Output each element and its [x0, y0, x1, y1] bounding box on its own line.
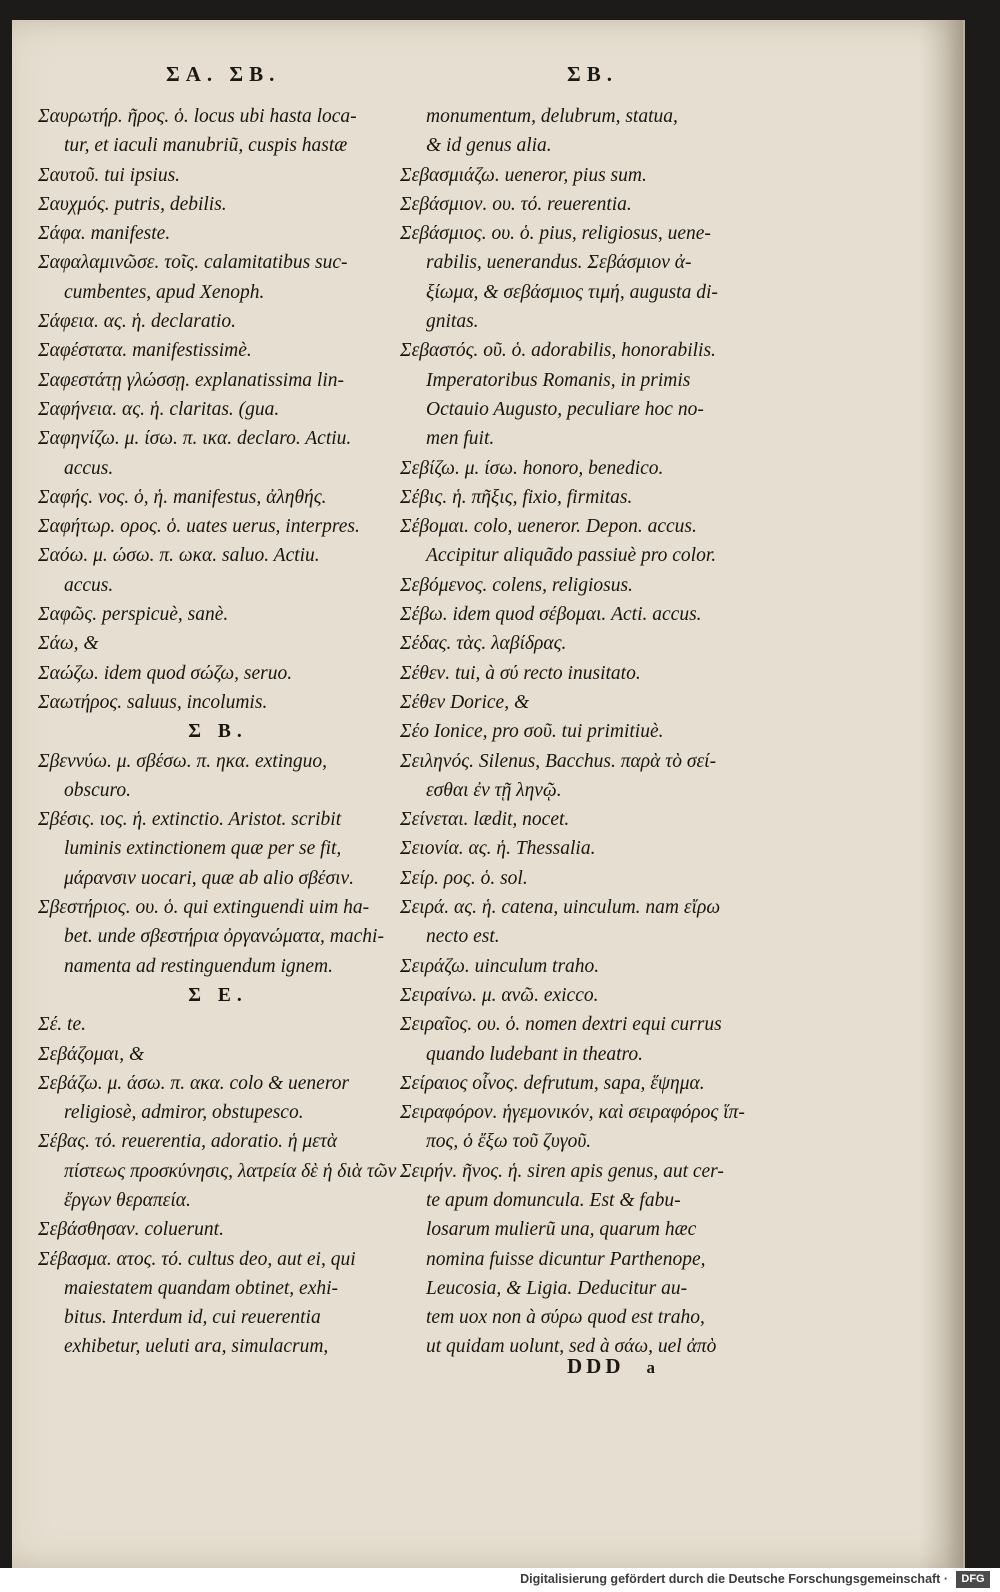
- dictionary-line: exhibetur, ueluti ara, simulacrum,: [64, 1336, 329, 1358]
- dictionary-line: & id genus alia.: [426, 135, 552, 157]
- dictionary-line: ἔργων θεραπεία.: [64, 1189, 191, 1211]
- section-heading: Σ E.: [188, 984, 248, 1006]
- dictionary-line: Σεβάσθησαν. coluerunt.: [38, 1219, 224, 1241]
- dictionary-line: Σαώζω. idem quod σώζω, seruo.: [38, 662, 293, 684]
- dictionary-line: Accipitur aliquãdo passiuè pro color.: [426, 545, 717, 567]
- dictionary-line: Σεβάζομαι, &: [38, 1043, 145, 1065]
- dictionary-line: Σαφαλαμινῶσε. τοῖς. calamitatibus suc-: [38, 252, 348, 274]
- footer-bar: [0, 1568, 1000, 1592]
- dictionary-line: Σαφεστάτῃ γλώσσῃ. explanatissima lin-: [38, 369, 344, 391]
- dictionary-line: accus.: [64, 457, 114, 479]
- dictionary-line: ξίωμα, & σεβάσμιος τιμή, augusta di-: [426, 281, 718, 303]
- dictionary-line: Σέβω. idem quod σέβομαι. Acti. accus.: [400, 604, 702, 626]
- dictionary-line: Σείνεται. lædit, nocet.: [400, 809, 570, 831]
- dictionary-line: rabilis, uenerandus. Σεβάσμιον ἀ-: [426, 252, 692, 274]
- signature-text: DDD: [567, 1354, 625, 1378]
- section-heading: Σ B.: [188, 721, 248, 743]
- dictionary-line: Σεβόμενος. colens, religiosus.: [400, 574, 633, 596]
- dictionary-line: Σαφήνεια. ας. ἡ. claritas. (gua.: [38, 398, 280, 420]
- dictionary-line: Σείραιος οἶνος. defrutum, sapa, ἕψημα.: [400, 1072, 705, 1094]
- dictionary-line: luminis extinctionem quæ per se fit,: [64, 838, 342, 860]
- dictionary-line: maiestatem quandam obtinet, exhi-: [64, 1277, 339, 1299]
- dictionary-line: Σεβασμιάζω. ueneror, pius sum.: [400, 164, 647, 186]
- dictionary-line: Σαφῶς. perspicuè, sanè.: [38, 604, 229, 626]
- dictionary-line: cumbentes, apud Xenoph.: [64, 281, 265, 303]
- dictionary-line: Σάω, &: [38, 633, 99, 655]
- dictionary-line: Σειραφόρον. ἡγεμονικόν, καὶ σειραφόρος ἵπ-: [400, 1102, 745, 1124]
- dictionary-line: Σαωτήρος. saluus, incolumis.: [38, 691, 268, 713]
- dictionary-line: Σειληνός. Silenus, Bacchus. παρὰ τὸ σεί-: [400, 750, 717, 772]
- dictionary-line: tem uox non à σύρω quod est traho,: [426, 1307, 705, 1329]
- dictionary-line: Σέο Ionice, pro σοῦ. tui primitiuè.: [400, 721, 664, 743]
- dictionary-line: Σβέσις. ιος. ἡ. extinctio. Aristot. scribit: [38, 809, 342, 831]
- dictionary-line: εσθαι ἐν τῇ ληνῷ.: [426, 779, 562, 801]
- dictionary-line: Σειρήν. ῆνος. ἡ. siren apis genus, aut cer-: [400, 1160, 724, 1182]
- running-header-left: ΣA. ΣB.: [166, 62, 281, 86]
- dictionary-line: Σέθεν Dorice, &: [400, 691, 530, 713]
- dictionary-line: Σειράζω. uinculum traho.: [400, 955, 600, 977]
- dictionary-line: Σέ. te.: [38, 1014, 86, 1036]
- dictionary-line: Σέβις. ἡ. πῆξις, fixio, firmitas.: [400, 486, 633, 508]
- dfg-logo: DFG: [956, 1571, 990, 1588]
- dictionary-line: Σαφέστατα. manifestissimè.: [38, 340, 252, 362]
- dictionary-line: Octauio Augusto, peculiare hoc no-: [426, 398, 704, 420]
- dictionary-line: Σάφα. manifeste.: [38, 223, 171, 245]
- dictionary-line: quando ludebant in theatro.: [426, 1043, 644, 1065]
- book-page: [12, 20, 965, 1568]
- dictionary-line: Σεβάσμιον. ου. τό. reuerentia.: [400, 193, 632, 215]
- dictionary-line: Leucosia, & Ligia. Deducitur au-: [426, 1277, 688, 1299]
- dictionary-line: religiosè, admiror, obstupesco.: [64, 1102, 304, 1124]
- dictionary-line: Σέδας. τὰς. λαβίδρας.: [400, 633, 567, 655]
- dictionary-line: Σβεννύω. μ. σβέσω. π. ηκα. extinguo,: [38, 750, 328, 772]
- dictionary-line: Σειρά. ας. ἡ. catena, uinculum. nam εἴρω: [400, 897, 721, 919]
- dictionary-line: Σαυτοῦ. tui ipsius.: [38, 164, 181, 186]
- dictionary-line: Σέβασμα. ατος. τό. cultus deo, aut ei, qui: [38, 1248, 356, 1270]
- dictionary-line: bet. unde σβεστήρια ὀργανώματα, machi-: [64, 926, 384, 948]
- dictionary-line: accus.: [64, 574, 114, 596]
- dictionary-line: Σειραῖος. ου. ὁ. nomen dextri equi currus: [400, 1014, 722, 1036]
- dictionary-line: Σβεστήριος. ου. ὁ. qui extinguendi uim ha-: [38, 897, 370, 919]
- signature-mark: [567, 1354, 655, 1379]
- dictionary-line: Σειραίνω. μ. ανῶ. exicco.: [400, 984, 599, 1006]
- dictionary-line: necto est.: [426, 926, 500, 948]
- dictionary-line: obscuro.: [64, 779, 131, 801]
- dictionary-line: πος, ὁ ἔξω τοῦ ζυγοῦ.: [426, 1131, 592, 1153]
- dictionary-line: Σέβομαι. colo, ueneror. Depon. accus.: [400, 516, 697, 538]
- dictionary-line: Σαυχμός. putris, debilis.: [38, 193, 227, 215]
- dictionary-line: ut quidam uolunt, sed à σάω, uel ἀπὸ: [426, 1336, 717, 1358]
- dictionary-line: monumentum, delubrum, statua,: [426, 106, 678, 127]
- dictionary-line: bitus. Interdum id, cui reuerentia: [64, 1307, 321, 1329]
- dictionary-line: πίστεως προσκύνησις, λατρεία δὲ ἡ διὰ τῶν: [64, 1160, 397, 1182]
- dictionary-line: Σέβας. τό. reuerentia, adoratio. ἡ μετὰ: [38, 1131, 338, 1153]
- dictionary-line: losarum mulierũ una, quarum hæc: [426, 1219, 697, 1241]
- dictionary-line: Σείρ. ρος. ὁ. sol.: [400, 867, 528, 889]
- dictionary-line: Σεβάζω. μ. άσω. π. ακα. colo & ueneror: [38, 1072, 350, 1094]
- dictionary-line: men fuit.: [426, 428, 495, 450]
- dictionary-line: Imperatoribus Romanis, in primis: [426, 369, 691, 391]
- funding-credit: Digitalisierung gefördert durch die Deutsche Forschungsgemeinschaft ·: [520, 1572, 948, 1586]
- dictionary-line: Σεβαστός. οῦ. ὁ. adorabilis, honorabilis.: [400, 340, 716, 362]
- dictionary-line: te apum domuncula. Est & fabu-: [426, 1189, 681, 1211]
- dictionary-line: μάρανσιν uocari, quæ ab alio σβέσιν.: [64, 867, 355, 889]
- running-header-right: ΣB.: [567, 62, 618, 86]
- dictionary-line: gnitas.: [426, 311, 479, 333]
- dictionary-line: Σέθεν. tui, à σύ recto inusitato.: [400, 662, 641, 684]
- signature-letter: a: [646, 1358, 655, 1377]
- dictionary-line: Σεβίζω. μ. ίσω. honoro, benedico.: [400, 457, 664, 479]
- dictionary-line: Σάφεια. ας. ἡ. declaratio.: [38, 311, 237, 333]
- dictionary-line: namenta ad restinguendum ignem.: [64, 955, 333, 977]
- right-column: [400, 102, 750, 1362]
- dictionary-line: Σαφήτωρ. ορος. ὁ. uates uerus, interpres.: [38, 516, 360, 538]
- dictionary-line: Σειονία. ας. ἡ. Thessalia.: [400, 838, 596, 860]
- dictionary-line: Σεβάσμιος. ου. ὁ. pius, religiosus, uene-: [400, 223, 711, 245]
- dictionary-line: nomina fuisse dicuntur Parthenope,: [426, 1248, 706, 1270]
- dictionary-line: tur, et iaculi manubriũ, cuspis hastæ: [64, 135, 348, 157]
- dictionary-line: Σαυρωτήρ. ῆρος. ὁ. locus ubi hasta loca-: [38, 106, 357, 127]
- left-column: [38, 102, 398, 1362]
- dictionary-line: Σαφής. νος. ὁ, ἡ. manifestus, ἀληθής.: [38, 486, 327, 508]
- dictionary-line: Σαφηνίζω. μ. ίσω. π. ικα. declaro. Actiu.: [38, 428, 352, 450]
- dictionary-line: Σαόω. μ. ώσω. π. ωκα. saluo. Actiu.: [38, 545, 320, 567]
